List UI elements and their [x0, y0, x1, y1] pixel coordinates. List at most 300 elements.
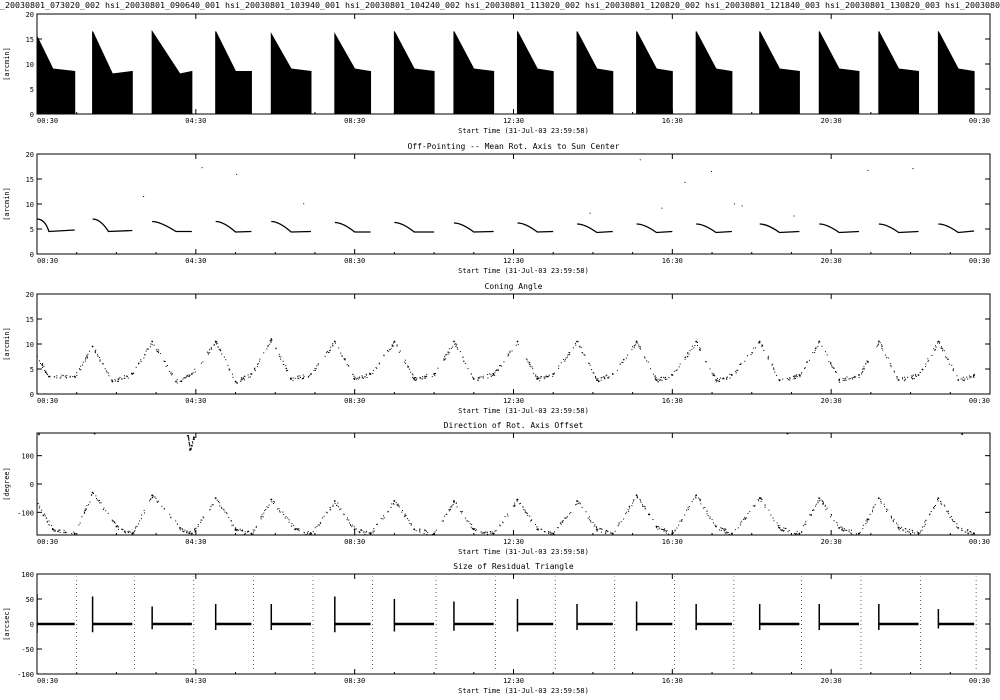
data-point	[773, 369, 774, 370]
data-point	[565, 518, 566, 519]
data-point	[253, 534, 254, 535]
data-point	[229, 369, 230, 370]
data-point	[623, 519, 624, 520]
data-point	[308, 377, 309, 378]
data-point	[432, 534, 433, 535]
data-point	[315, 368, 316, 369]
data-point	[862, 369, 863, 370]
data-point	[397, 346, 398, 347]
data-line	[696, 224, 732, 233]
data-point	[947, 511, 948, 512]
data-point	[692, 346, 693, 347]
data-point	[193, 372, 194, 373]
data-point	[545, 377, 546, 378]
data-point	[939, 343, 940, 344]
data-point	[661, 529, 662, 530]
data-segment	[152, 32, 192, 115]
panel-title: Direction of Rot. Axis Offset	[443, 421, 584, 430]
data-point	[619, 522, 620, 523]
data-point	[405, 360, 406, 361]
data-point	[309, 375, 310, 376]
data-point	[878, 344, 879, 345]
data-point	[789, 380, 790, 381]
data-point	[758, 342, 759, 343]
data-point	[933, 508, 934, 509]
data-point	[679, 521, 680, 522]
data-point	[180, 529, 181, 530]
data-point	[946, 511, 947, 512]
data-point	[381, 518, 382, 519]
data-point	[561, 362, 562, 363]
data-point	[734, 203, 735, 204]
data-point	[248, 374, 249, 375]
data-point	[956, 526, 957, 527]
data-point	[891, 518, 892, 519]
data-point	[723, 529, 724, 530]
data-point	[152, 344, 153, 345]
data-point	[393, 500, 395, 502]
data-point	[118, 526, 119, 527]
data-point	[411, 523, 412, 524]
data-point	[404, 362, 405, 363]
data-point	[326, 352, 327, 353]
data-point	[243, 377, 244, 378]
data-point	[553, 373, 554, 374]
data-point	[914, 533, 915, 534]
data-point	[779, 527, 781, 529]
plot-frame	[37, 294, 990, 394]
data-point	[529, 516, 530, 517]
data-point	[925, 524, 926, 525]
data-point	[918, 533, 920, 535]
data-point	[140, 359, 141, 360]
data-point	[898, 379, 900, 381]
data-point	[146, 351, 147, 352]
data-point	[407, 518, 408, 519]
data-point	[801, 532, 802, 533]
data-point	[595, 376, 596, 377]
data-point	[801, 372, 802, 373]
x-tick-label: 20:30	[820, 677, 842, 685]
data-point	[804, 368, 805, 369]
x-tick-label: 20:30	[820, 397, 842, 405]
data-point	[729, 534, 730, 535]
data-point	[801, 374, 802, 375]
data-point	[273, 501, 274, 502]
data-point	[655, 375, 656, 376]
data-point	[891, 366, 892, 367]
data-point	[512, 350, 513, 351]
data-point	[177, 379, 178, 380]
data-point	[253, 529, 254, 530]
data-point	[443, 360, 444, 361]
data-point	[189, 443, 190, 444]
data-point	[691, 349, 692, 350]
data-point	[582, 352, 583, 353]
data-point	[538, 529, 539, 530]
data-point	[424, 378, 425, 379]
data-point	[880, 499, 881, 500]
data-point	[455, 346, 456, 347]
data-point	[198, 526, 199, 527]
data-point	[99, 357, 100, 358]
data-point	[190, 449, 191, 450]
data-point	[685, 357, 686, 358]
x-axis-label: Start Time (31-Jul-03 23:59:58)	[458, 407, 589, 415]
data-point	[457, 349, 458, 350]
data-point	[934, 506, 935, 507]
data-point	[478, 377, 479, 378]
data-point	[95, 352, 96, 353]
data-point	[673, 532, 674, 533]
data-point	[456, 502, 457, 503]
data-point	[442, 521, 443, 522]
data-point	[719, 381, 720, 382]
data-point	[812, 352, 813, 353]
data-point	[864, 368, 865, 369]
data-point	[444, 516, 445, 517]
data-point	[604, 378, 605, 379]
data-point	[114, 521, 115, 522]
data-point	[319, 525, 320, 526]
data-point	[877, 345, 878, 346]
data-point	[759, 341, 761, 343]
data-line	[879, 224, 919, 233]
data-point	[274, 502, 275, 503]
x-tick-label: 08:30	[344, 397, 366, 405]
data-point	[563, 520, 564, 521]
data-point	[940, 348, 941, 349]
data-point	[579, 346, 580, 347]
data-point	[286, 368, 287, 369]
data-point	[626, 512, 627, 513]
data-point	[609, 376, 610, 377]
data-point	[814, 352, 815, 353]
data-point	[746, 517, 747, 518]
data-point	[754, 505, 755, 506]
data-point	[949, 364, 950, 365]
data-point	[830, 516, 831, 517]
data-line	[517, 223, 553, 232]
data-point	[592, 522, 593, 523]
data-point	[745, 519, 746, 520]
data-point	[665, 379, 666, 380]
data-point	[87, 356, 88, 357]
x-tick-label: 12:30	[502, 117, 525, 125]
data-point	[169, 514, 170, 515]
data-point	[567, 357, 568, 358]
data-point	[818, 342, 819, 343]
data-point	[315, 370, 316, 371]
data-point	[685, 359, 686, 360]
data-point	[944, 505, 945, 506]
data-point	[269, 505, 270, 506]
data-point	[207, 352, 208, 353]
data-point	[967, 530, 968, 531]
data-point	[497, 369, 498, 370]
data-point	[318, 363, 319, 364]
data-point	[508, 355, 509, 356]
data-point	[99, 502, 100, 503]
data-point	[706, 513, 707, 514]
data-point	[466, 520, 467, 521]
data-point	[347, 519, 348, 520]
data-point	[721, 530, 722, 531]
x-axis-label: Start Time (31-Jul-03 23:59:58)	[458, 687, 589, 695]
data-point	[600, 528, 601, 529]
data-point	[353, 376, 354, 377]
data-segment	[577, 32, 613, 115]
data-point	[279, 354, 280, 355]
data-point	[941, 504, 942, 505]
data-point	[201, 520, 202, 521]
data-point	[813, 510, 814, 511]
data-point	[373, 528, 374, 529]
data-point	[794, 533, 795, 534]
data-point	[467, 368, 468, 369]
data-point	[293, 380, 294, 381]
data-point	[575, 504, 576, 505]
data-point	[150, 346, 151, 347]
data-point	[191, 533, 193, 535]
data-point	[905, 528, 906, 529]
data-point	[736, 370, 737, 371]
data-point	[758, 500, 759, 501]
data-point	[567, 516, 568, 517]
data-point	[720, 377, 721, 378]
data-point	[96, 498, 97, 499]
data-point	[318, 364, 319, 365]
data-point	[324, 516, 325, 517]
data-point	[639, 499, 640, 500]
data-point	[897, 378, 898, 379]
data-point	[972, 534, 973, 535]
data-point	[739, 364, 740, 365]
data-point	[750, 354, 751, 355]
data-point	[529, 364, 530, 365]
data-point	[391, 507, 392, 508]
data-point	[49, 376, 50, 377]
data-point	[640, 346, 641, 347]
data-point	[796, 374, 797, 375]
data-point	[297, 376, 298, 377]
data-point	[790, 378, 791, 379]
data-point	[359, 377, 360, 378]
data-point	[851, 530, 852, 531]
data-point	[818, 502, 819, 503]
data-point	[550, 531, 551, 532]
data-point	[227, 365, 228, 366]
data-point	[398, 505, 399, 506]
data-point	[182, 531, 183, 532]
data-point	[216, 343, 217, 344]
data-point	[209, 352, 210, 353]
data-point	[416, 530, 417, 531]
data-point	[912, 378, 913, 379]
data-point	[581, 347, 582, 348]
data-point	[303, 375, 304, 376]
data-point	[118, 529, 119, 530]
x-tick-label: 08:30	[344, 677, 366, 685]
data-point	[901, 527, 902, 528]
data-point	[963, 377, 964, 378]
data-point	[189, 444, 190, 445]
data-point	[695, 497, 696, 498]
data-point	[373, 532, 374, 533]
data-point	[256, 527, 257, 528]
data-point	[933, 507, 934, 508]
data-point	[95, 495, 96, 496]
data-point	[776, 375, 777, 376]
data-point	[881, 348, 882, 349]
data-point	[304, 376, 305, 377]
data-point	[189, 374, 190, 375]
data-point	[690, 350, 691, 351]
x-tick-label: 20:30	[820, 117, 842, 125]
data-point	[169, 371, 170, 372]
data-point	[662, 529, 663, 530]
data-point	[948, 359, 949, 360]
data-point	[210, 506, 211, 507]
data-point	[603, 376, 604, 377]
data-point	[636, 342, 637, 343]
data-point	[788, 379, 789, 380]
data-point	[888, 358, 889, 359]
data-point	[700, 503, 701, 504]
data-point	[595, 377, 596, 378]
data-point	[633, 499, 634, 500]
data-point	[236, 174, 237, 175]
data-point	[182, 379, 183, 380]
data-point	[665, 530, 666, 531]
data-point	[92, 346, 94, 348]
data-point	[856, 533, 857, 534]
data-point	[124, 531, 125, 532]
data-point	[195, 528, 196, 529]
data-point	[402, 510, 403, 511]
data-point	[952, 519, 953, 520]
data-point	[749, 511, 750, 512]
data-point	[170, 373, 171, 374]
data-point	[343, 514, 344, 515]
data-point	[158, 352, 159, 353]
data-point	[685, 182, 686, 183]
data-point	[404, 516, 405, 517]
data-line	[335, 223, 371, 233]
data-point	[490, 533, 491, 534]
data-point	[886, 511, 887, 512]
data-point	[689, 354, 690, 355]
data-point	[44, 370, 45, 371]
data-point	[496, 370, 497, 371]
data-point	[579, 502, 580, 503]
y-tick-label: 20	[25, 291, 34, 299]
data-point	[318, 524, 319, 525]
data-point	[663, 531, 664, 532]
data-point	[150, 343, 151, 344]
data-point	[628, 509, 629, 510]
data-point	[740, 363, 741, 364]
data-point	[449, 510, 450, 511]
data-point	[876, 346, 877, 347]
data-point	[255, 370, 256, 371]
data-point	[867, 360, 868, 361]
data-point	[842, 527, 843, 528]
data-point	[448, 509, 449, 510]
data-point	[328, 352, 329, 353]
data-point	[80, 522, 81, 523]
data-point	[646, 360, 647, 361]
data-point	[948, 513, 949, 514]
data-point	[425, 376, 426, 377]
data-line	[271, 222, 311, 233]
panel-1	[3, 11, 990, 135]
data-point	[263, 513, 264, 514]
data-point	[217, 500, 218, 501]
data-point	[366, 375, 367, 376]
data-point	[935, 345, 936, 346]
data-point	[567, 355, 568, 356]
data-point	[843, 378, 844, 379]
x-tick-label: 08:30	[344, 538, 366, 546]
data-point	[723, 378, 724, 379]
data-point	[39, 360, 40, 361]
data-point	[632, 346, 633, 347]
data-point	[181, 528, 182, 529]
data-point	[107, 372, 108, 373]
data-point	[443, 520, 444, 521]
data-point	[420, 378, 421, 379]
data-point	[161, 506, 162, 507]
data-point	[858, 374, 860, 376]
data-point	[548, 376, 549, 377]
x-tick-label: 20:30	[820, 257, 842, 265]
data-point	[726, 378, 727, 379]
data-point	[858, 533, 860, 535]
data-point	[687, 353, 688, 354]
y-tick-label: 0	[29, 111, 34, 119]
data-point	[399, 352, 400, 353]
data-point	[886, 509, 887, 510]
data-point	[280, 356, 281, 357]
data-point	[405, 514, 406, 515]
data-point	[699, 349, 700, 350]
data-point	[354, 377, 355, 378]
data-point	[455, 343, 456, 344]
data-point	[120, 377, 121, 378]
data-point	[917, 531, 918, 532]
data-point	[422, 376, 423, 377]
data-point	[46, 518, 47, 519]
data-point	[963, 380, 964, 381]
data-point	[535, 376, 536, 377]
series-group	[36, 338, 975, 384]
data-point	[846, 530, 847, 531]
data-point	[831, 515, 832, 516]
data-point	[801, 531, 802, 532]
data-point	[902, 377, 903, 378]
panel-4	[3, 421, 990, 556]
data-point	[768, 358, 769, 359]
data-point	[849, 529, 850, 530]
data-point	[143, 357, 144, 358]
data-point	[160, 353, 161, 354]
data-point	[356, 528, 357, 529]
y-tick-label: -100	[17, 671, 34, 679]
series-group	[37, 32, 974, 115]
data-point	[537, 376, 538, 377]
data-point	[410, 372, 411, 373]
